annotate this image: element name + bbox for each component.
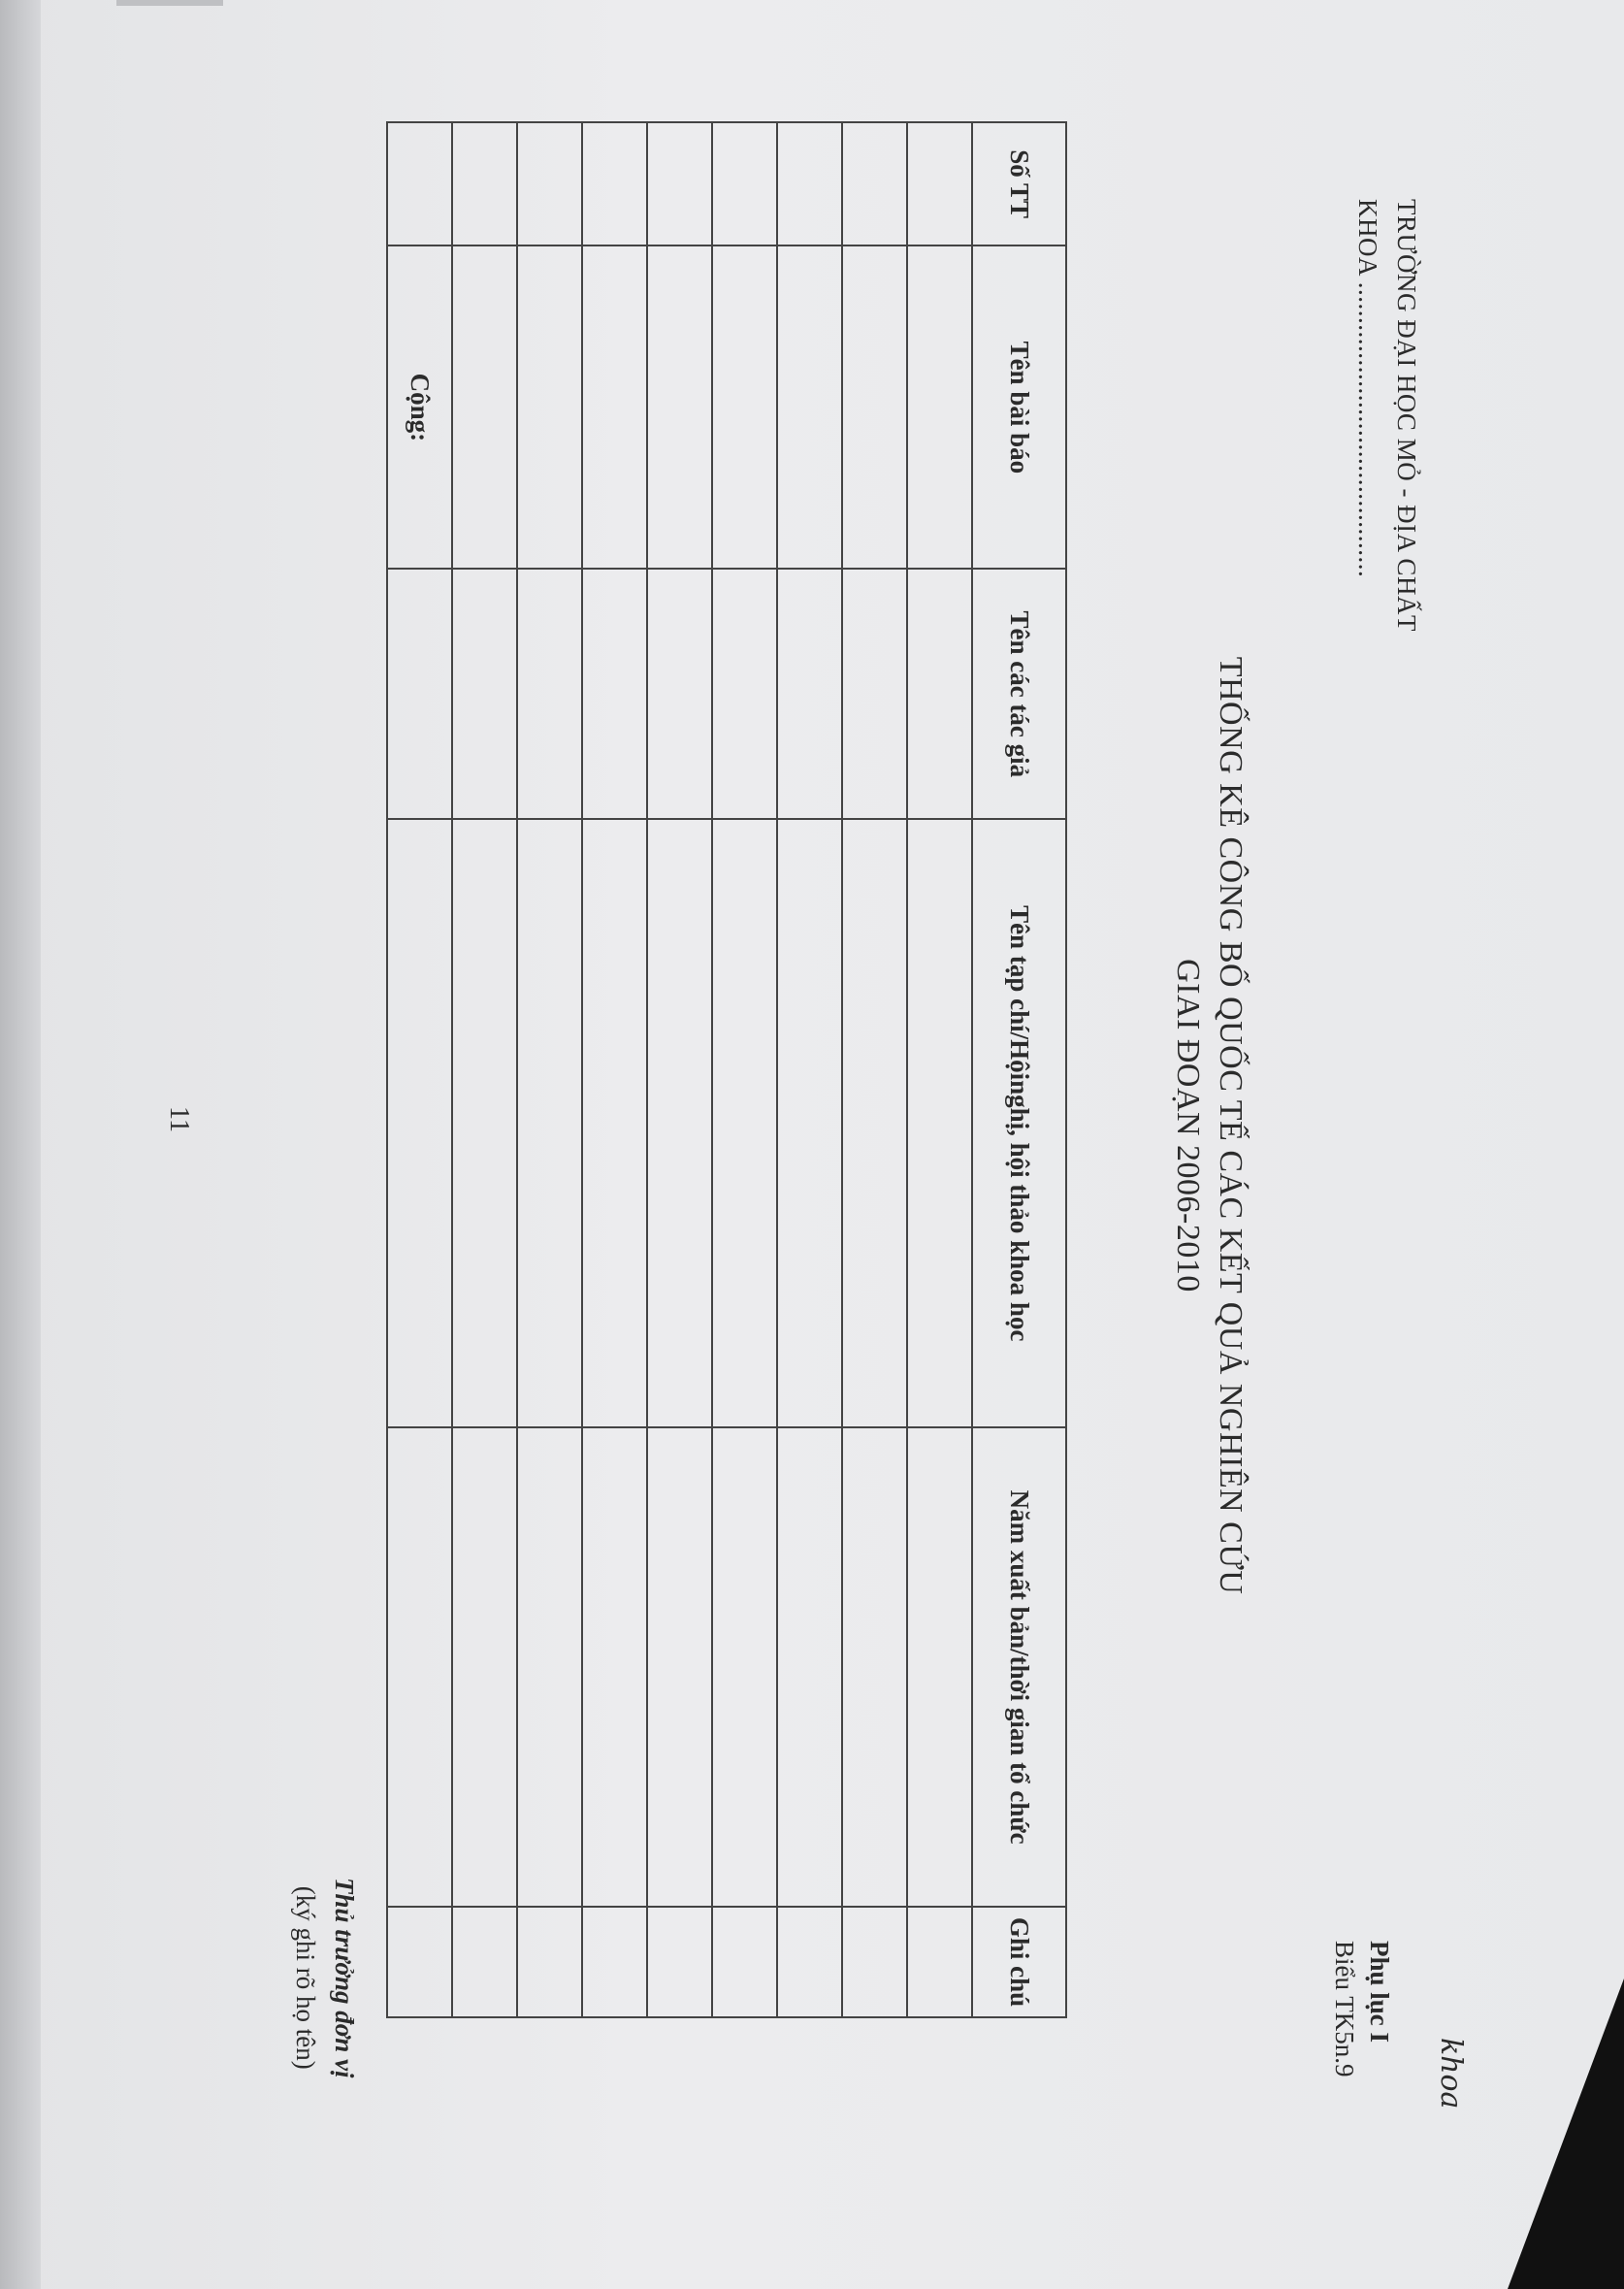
form-code: Biểu TK5n.9 — [1330, 1941, 1359, 2077]
page-number: 11 — [164, 1106, 194, 1132]
signature-title: Thủ trưởng đơn vị — [330, 1878, 359, 2078]
table-total-row — [387, 122, 452, 2017]
table-header-row — [972, 122, 1066, 2017]
header-article-name: Tên bài báo — [972, 245, 1066, 569]
table-row — [582, 122, 647, 2017]
header-note: Ghi chú — [972, 1907, 1066, 2017]
signature-note: (ký ghi rõ họ tên) — [291, 1885, 320, 2070]
handwritten-note: khoa — [1434, 2038, 1468, 2109]
rotated-document-page — [53, 39, 1528, 2212]
table-row — [777, 122, 842, 2017]
faculty-line: KHOA .......................................... — [1353, 199, 1382, 578]
scan-left-edge — [0, 0, 41, 2289]
scan-top-mark — [116, 0, 223, 6]
title-line-2: GIAI ĐOẠN 2006-2010 — [1170, 959, 1206, 1292]
header-authors: Tên các tác giả — [972, 569, 1066, 819]
table-row — [907, 122, 972, 2017]
header-left — [1348, 199, 1426, 632]
publication-table — [386, 121, 1067, 2018]
title-line-1: THỐNG KÊ CÔNG BỐ QUỐC TẾ CÁC KẾT QUẢ NGHIÊN CỨU — [1213, 656, 1249, 1595]
document-title — [1166, 39, 1251, 2212]
header-journal: Tên tạp chí/Hộinghị, hội thảo khoa học — [972, 819, 1066, 1427]
table-row — [712, 122, 777, 2017]
table-row — [452, 122, 517, 2017]
university-name: TRƯỜNG ĐẠI HỌC MỎ - ĐỊA CHẤT — [1392, 199, 1421, 632]
header-year: Năm xuất bản/thời gian tổ chức — [972, 1427, 1066, 1907]
appendix-label: Phụ lục I — [1365, 1941, 1394, 2044]
signature-block — [286, 1878, 364, 2077]
header-right — [1327, 1941, 1397, 2077]
header-stt: Số TT — [972, 122, 1066, 245]
total-label: Cộng: — [387, 245, 452, 569]
table-row — [647, 122, 712, 2017]
table-row — [842, 122, 907, 2017]
table-row — [517, 122, 582, 2017]
